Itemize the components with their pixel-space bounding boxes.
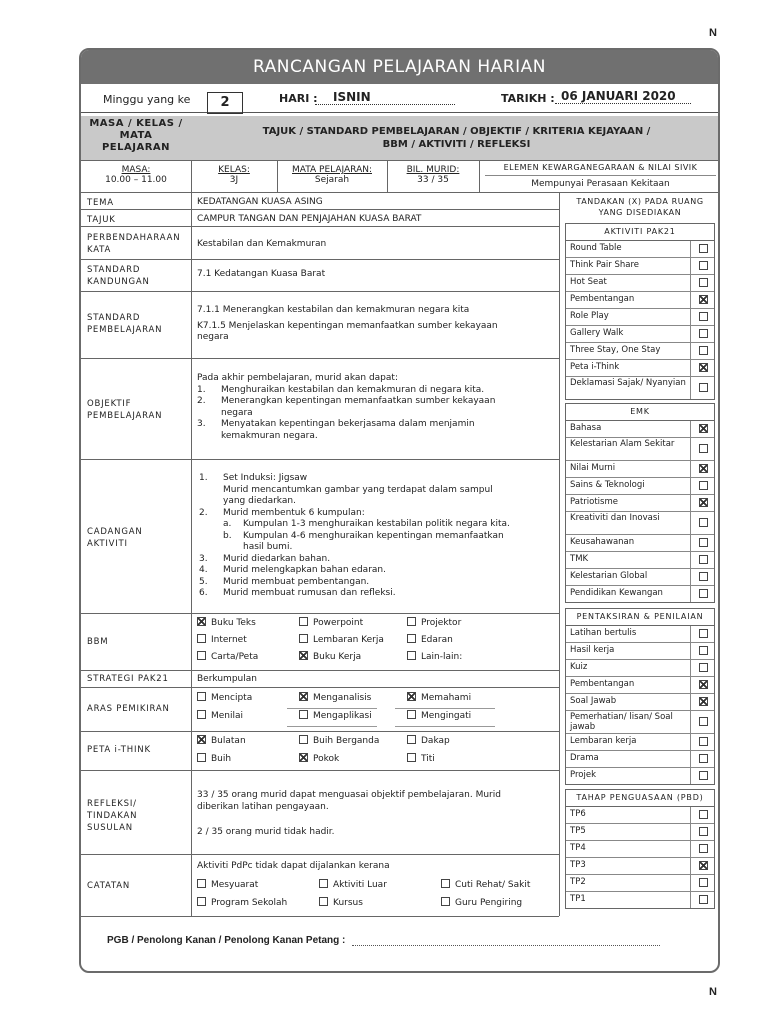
pak21-checkbox[interactable] [699, 329, 708, 338]
strategi-value: Berkumpulan [197, 674, 257, 684]
emk-item[interactable] [566, 586, 714, 602]
objektif-label: OBJEKTIF PEMBELAJARAN [87, 399, 163, 421]
emk-panel-title: EMK [566, 404, 714, 421]
emk-item-label: Pendidikan Kewangan [570, 588, 663, 598]
aras-mencipta[interactable]: Mencipta [197, 693, 252, 703]
bbm-internet[interactable]: Internet [197, 635, 247, 645]
emk-checkbox[interactable] [699, 444, 708, 453]
pak21-checkbox[interactable] [699, 346, 708, 355]
aras-memahami[interactable]: Memahami [407, 693, 471, 703]
catatan-kursus[interactable]: Kursus [319, 898, 363, 908]
elemen-value: Mempunyai Perasaan Kekitaan [531, 179, 670, 189]
elemen-label: ELEMEN KEWARGANEGARAAN & NILAI SIVIK [503, 163, 698, 172]
sp-value: 7.1.1 Menerangkan kestabilan dan kemakmuran negara kita K7.1.5 Menjelaskan kepentingan memanfaatkan sumber kekayaan negara [197, 305, 498, 342]
tahap-checkbox[interactable] [699, 844, 708, 853]
emk-checkbox[interactable] [699, 424, 708, 433]
mata-pelajaran-cell: MATA PELAJARAN: Sejarah [292, 165, 372, 185]
tahap-item[interactable] [566, 807, 714, 824]
tarikh-value[interactable]: 06 JANUARI 2020 [555, 89, 691, 104]
minggu-label: Minggu yang ke [103, 93, 191, 106]
bbm-buku-teks[interactable]: Buku Teks [197, 618, 256, 628]
pentaksiran-item[interactable] [566, 694, 714, 711]
emk-checkbox[interactable] [699, 589, 708, 598]
tahap-checkbox[interactable] [699, 861, 708, 870]
corner-mark-bottom: N [709, 986, 717, 998]
peta-titi[interactable]: Titi [407, 754, 435, 764]
emk-item[interactable] [566, 569, 714, 586]
pak21-item[interactable] [566, 377, 714, 399]
pentaksiran-item-label: Kuiz [570, 662, 588, 672]
header-right: TAJUK / STANDARD PEMBELAJARAN / OBJEKTIF / KRITERIA KEJAYAAN / BBM / AKTIVITI / REFLEKSI [191, 116, 720, 160]
pentaksiran-item[interactable] [566, 677, 714, 694]
tahap-item-label: TP3 [570, 860, 586, 870]
pentaksiran-checkbox[interactable] [699, 754, 708, 763]
panel-pentaksiran [565, 608, 715, 785]
tajuk-label: TAJUK [87, 215, 116, 225]
header-left: MASA / KELAS / MATA PELAJARAN [81, 116, 191, 160]
hari-label: HARI : [279, 92, 318, 105]
bbm-lain-lain[interactable]: Lain-lain: [407, 652, 462, 662]
pak21-panel-title: AKTIVITI PAK21 [566, 224, 714, 241]
bbm-lembaran-kerja[interactable]: Lembaran Kerja [299, 635, 384, 645]
tahap-item-label: TP4 [570, 843, 586, 853]
pak21-checkbox[interactable] [699, 278, 708, 287]
tahap-checkbox[interactable] [699, 895, 708, 904]
tema-label: TEMA [87, 198, 114, 208]
pentaksiran-checkbox[interactable] [699, 680, 708, 689]
panel-aktiviti-pak21 [565, 223, 715, 400]
pentaksiran-checkbox[interactable] [699, 646, 708, 655]
pak21-item-label: Three Stay, One Stay [570, 345, 661, 355]
aktiviti-label: CADANGAN AKTIVITI [87, 527, 143, 549]
pak21-item[interactable] [566, 309, 714, 326]
pak21-checkbox[interactable] [699, 383, 708, 392]
header-row [81, 86, 718, 113]
refleksi-label: REFLEKSI/ TINDAKAN SUSULAN [87, 799, 138, 833]
pentaksiran-item[interactable] [566, 643, 714, 660]
catatan-guru-pengiring[interactable]: Guru Pengiring [441, 898, 522, 908]
emk-checkbox[interactable] [699, 518, 708, 527]
strategi-label: STRATEGI PAK21 [87, 674, 169, 684]
pak21-item-label: Pembentangan [570, 294, 635, 304]
pentaksiran-item-label: Pemerhatian/ lisan/ Soal jawab [570, 712, 673, 732]
hari-value[interactable]: ISNIN [315, 90, 455, 105]
pentaksiran-item[interactable] [566, 711, 714, 734]
sk-label: STANDARD KANDUNGAN [87, 265, 150, 287]
emk-item-label: TMK [570, 554, 589, 564]
aras-mengaplikasi[interactable]: Mengaplikasi [299, 711, 372, 721]
tahap-item[interactable] [566, 824, 714, 841]
pak21-item[interactable] [566, 241, 714, 258]
emk-item-label: Keusahawanan [570, 537, 635, 547]
bbm-label: BBM [87, 637, 109, 647]
pentaksiran-item[interactable] [566, 768, 714, 784]
aras-label: ARAS PEMIKIRAN [87, 704, 170, 714]
peta-dakap[interactable]: Dakap [407, 736, 450, 746]
pentaksiran-item[interactable] [566, 734, 714, 751]
tahap-item-label: TP2 [570, 877, 586, 887]
emk-item[interactable] [566, 438, 714, 461]
corner-mark-top: N [709, 27, 717, 39]
pentaksiran-item-label: Hasil kerja [570, 645, 615, 655]
tandakan-note: TANDAKAN (X) PADA RUANG YANG DISEDIAKAN [576, 197, 704, 217]
pentaksiran-item-label: Soal Jawab [570, 696, 617, 706]
emk-checkbox[interactable] [699, 464, 708, 473]
refleksi-value: 33 / 35 orang murid dapat menguasai objektif pembelajaran. Murid diberikan latihan pengayaan. 2 / 35 orang murid tidak hadir. [197, 790, 501, 837]
pak21-item[interactable] [566, 326, 714, 343]
pak21-item[interactable] [566, 343, 714, 360]
tahap-checkbox[interactable] [699, 810, 708, 819]
emk-item[interactable] [566, 512, 714, 535]
pak21-checkbox[interactable] [699, 312, 708, 321]
tahap-item-label: TP1 [570, 894, 586, 904]
pentaksiran-item-label: Drama [570, 753, 599, 763]
kelas-cell: KELAS: 3J [218, 165, 250, 185]
panel-emk [565, 403, 715, 603]
bbm-edaran[interactable]: Edaran [407, 635, 453, 645]
bbm-powerpoint[interactable]: Powerpoint [299, 618, 363, 628]
pak21-item-label: Think Pair Share [570, 260, 639, 270]
peta-bulatan[interactable]: Bulatan [197, 736, 246, 746]
tahap-item[interactable] [566, 892, 714, 908]
emk-checkbox[interactable] [699, 498, 708, 507]
tahap-checkbox[interactable] [699, 878, 708, 887]
pak21-checkbox[interactable] [699, 295, 708, 304]
emk-checkbox[interactable] [699, 572, 708, 581]
peta-pokok[interactable]: Pokok [299, 754, 339, 764]
tahap-item-label: TP5 [570, 826, 586, 836]
page-title: RANCANGAN PELAJARAN HARIAN [81, 50, 718, 84]
catatan-program-sekolah[interactable]: Program Sekolah [197, 898, 287, 908]
tahap-item[interactable] [566, 858, 714, 875]
emk-checkbox[interactable] [699, 481, 708, 490]
tahap-item[interactable] [566, 875, 714, 892]
emk-item-label: Bahasa [570, 423, 602, 433]
emk-item[interactable] [566, 478, 714, 495]
lesson-plan-frame [79, 48, 720, 973]
bbm-projektor[interactable]: Projektor [407, 618, 461, 628]
emk-item[interactable] [566, 421, 714, 438]
pentaksiran-item-label: Lembaran kerja [570, 736, 637, 746]
pak21-item[interactable] [566, 275, 714, 292]
pentaksiran-item-label: Latihan bertulis [570, 628, 637, 638]
perbendaharaan-label: PERBENDAHARAAN KATA [87, 233, 181, 255]
pentaksiran-checkbox[interactable] [699, 771, 708, 780]
pentaksiran-item-label: Projek [570, 770, 596, 780]
footer-signature: PGB / Penolong Kanan / Penolong Kanan Petang : [107, 935, 660, 946]
tahap-panel-title: TAHAP PENGUASAAN (PBD) [566, 790, 714, 807]
perbendaharaan-value: Kestabilan dan Kemakmuran [197, 239, 327, 249]
catatan-mesyuarat[interactable]: Mesyuarat [197, 880, 258, 890]
pak21-item[interactable] [566, 258, 714, 275]
masa-cell: MASA: 10.00 – 11.00 [105, 165, 167, 185]
pentaksiran-item[interactable] [566, 660, 714, 677]
emk-item[interactable] [566, 461, 714, 478]
pak21-checkbox[interactable] [699, 363, 708, 372]
pentaksiran-checkbox[interactable] [699, 663, 708, 672]
emk-item-label: Kreativiti dan Inovasi [570, 513, 660, 523]
tahap-item-label: TP6 [570, 809, 586, 819]
pentaksiran-checkbox[interactable] [699, 737, 708, 746]
pentaksiran-panel-title: PENTAKSIRAN & PENILAIAN [566, 609, 714, 626]
emk-item-label: Patriotisme [570, 497, 618, 507]
tajuk-value: CAMPUR TANGAN DAN PENJAJAHAN KUASA BARAT [197, 214, 422, 224]
pak21-item-label: Role Play [570, 311, 609, 321]
pak21-item-label: Round Table [570, 243, 622, 253]
aras-menganalisis[interactable]: Menganalisis [299, 693, 371, 703]
pak21-item[interactable] [566, 292, 714, 309]
emk-item[interactable] [566, 495, 714, 512]
peta-label: PETA i-THINK [87, 745, 151, 755]
pak21-item-label: Deklamasi Sajak/ Nyanyian [570, 378, 686, 388]
peta-buih-berganda[interactable]: Buih Berganda [299, 736, 379, 746]
pentaksiran-checkbox[interactable] [699, 717, 708, 726]
catatan-cuti[interactable]: Cuti Rehat/ Sakit [441, 880, 530, 890]
pentaksiran-item[interactable] [566, 751, 714, 768]
panel-tahap-penguasaan [565, 789, 715, 909]
signature-line[interactable] [352, 945, 660, 946]
bil-murid-cell: BIL. MURID: 33 / 35 [406, 165, 460, 185]
tahap-item[interactable] [566, 841, 714, 858]
emk-item-label: Nilai Murni [570, 463, 616, 473]
peta-buih[interactable]: Buih [197, 754, 231, 764]
pentaksiran-checkbox[interactable] [699, 629, 708, 638]
pak21-checkbox[interactable] [699, 261, 708, 270]
bbm-buku-kerja[interactable]: Buku Kerja [299, 652, 361, 662]
emk-item-label: Sains & Teknologi [570, 480, 645, 490]
bbm-carta-peta[interactable]: Carta/Peta [197, 652, 258, 662]
emk-item[interactable] [566, 535, 714, 552]
catatan-intro: Aktiviti PdPc tidak dapat dijalankan kerana [197, 861, 390, 871]
pak21-item-label: Gallery Walk [570, 328, 624, 338]
sk-value: 7.1 Kedatangan Kuasa Barat [197, 269, 326, 279]
pentaksiran-item-label: Pembentangan [570, 679, 635, 689]
pentaksiran-checkbox[interactable] [699, 697, 708, 706]
minggu-value[interactable]: 2 [207, 92, 243, 114]
tahap-checkbox[interactable] [699, 827, 708, 836]
aras-menilai[interactable]: Menilai [197, 711, 243, 721]
aktiviti-value: 1. Set Induksi: Jigsaw Murid mencantumkan gambar yang terdapat dalam sampul yang diedarkan. 2. Murid membentuk 6 kumpulan: a. Kumpulan 1-3 menghuraikan kestabilan politik negara kita. b. Kumpulan 4-6 menghuraikan kepentingan memanfaatkan hasil bumi. 3. Murid diedarkan bahan. 4. Murid melengkapkan bahan edaran. 5. Murid membuat pembentangan. 6. Murid membuat rumusan dan refleksi. [199, 473, 510, 598]
sp-label: STANDARD PEMBELAJARAN [87, 313, 163, 335]
emk-checkbox[interactable] [699, 555, 708, 564]
pak21-item-label: Peta i-Think [570, 362, 620, 372]
emk-item[interactable] [566, 552, 714, 569]
pak21-checkbox[interactable] [699, 244, 708, 253]
pak21-item[interactable] [566, 360, 714, 377]
emk-checkbox[interactable] [699, 538, 708, 547]
tarikh-label: TARIKH : [501, 92, 555, 105]
objektif-value: Pada akhir pembelajaran, murid akan dapat: 1. Menghuraikan kestabilan dan kemakmuran di negara kita. 2. Menerangkan kepentingan memanfaatkan sumber kekayaan negara 3. Menyatakan kepentingan bekerjasama dalam menjamin kemakmuran negara. [197, 373, 496, 441]
catatan-aktiviti-luar[interactable]: Aktiviti Luar [319, 880, 387, 890]
catatan-label: CATATAN [87, 881, 131, 891]
tema-value: KEDATANGAN KUASA ASING [197, 197, 323, 207]
pentaksiran-item[interactable] [566, 626, 714, 643]
aras-mengingati[interactable]: Mengingati [407, 711, 471, 721]
emk-item-label: Kelestarian Alam Sekitar [570, 439, 675, 449]
pak21-item-label: Hot Seat [570, 277, 607, 287]
emk-item-label: Kelestarian Global [570, 571, 648, 581]
